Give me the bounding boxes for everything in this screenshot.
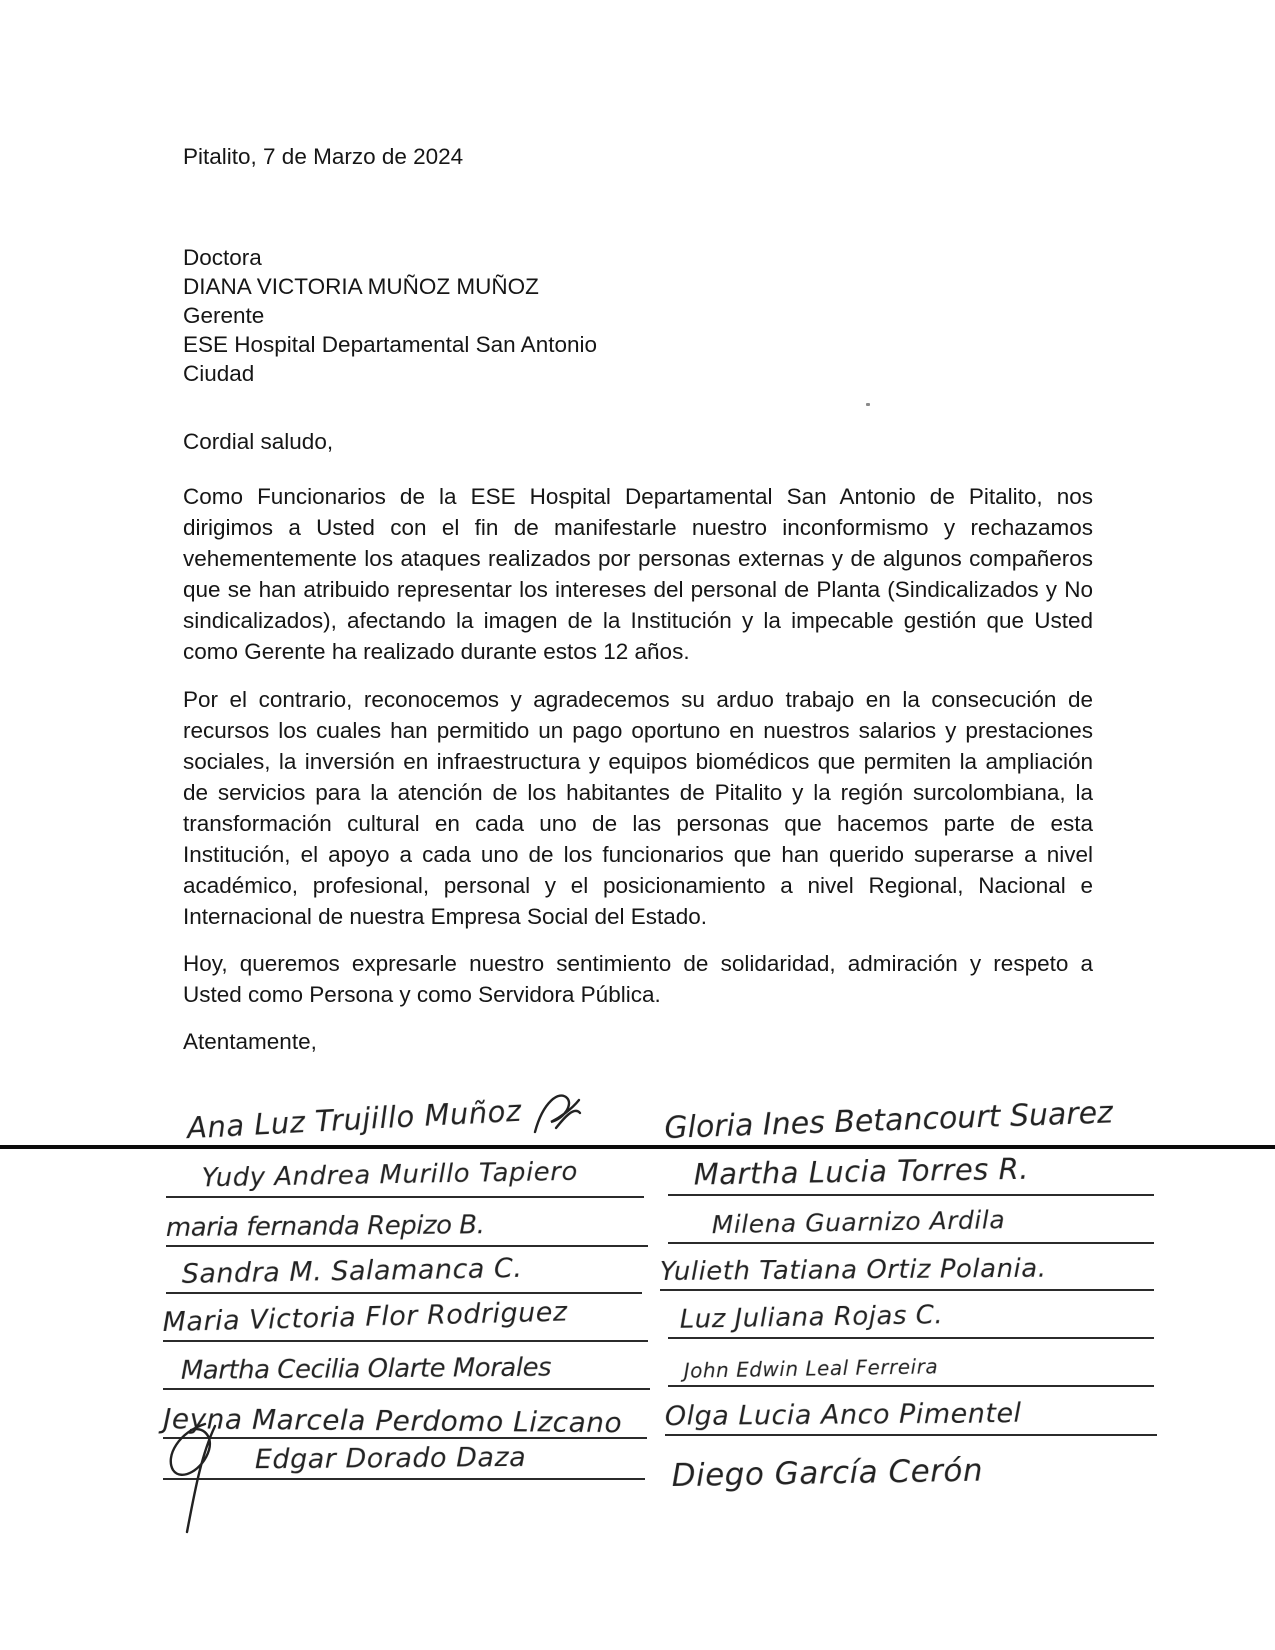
recipient-name: DIANA VICTORIA MUÑOZ MUÑOZ bbox=[183, 274, 539, 299]
body-paragraph-1: Como Funcionarios de la ESE Hospital Departamental San Antonio de Pitalito, nos dirigimos a Usted con el fin de manifestarle nuestro inconformismo y rechazamos vehementemente los ataques realizados por personas externas y de algunos compañeros que se han atribuido representar los intereses del personal de Planta (Sindicalizados y No sindicalizados), afectando la imagen de la Institución y la impecable gestión que Usted como Gerente ha realizado durante estos 12 años. bbox=[183, 484, 1093, 664]
signature-row bbox=[172, 1076, 646, 1148]
signature-row bbox=[166, 1247, 642, 1294]
recipient-organization: ESE Hospital Departamental San Antonio bbox=[183, 332, 597, 357]
signature-row bbox=[166, 1200, 648, 1247]
signature-row bbox=[163, 1432, 645, 1480]
scan-speck bbox=[866, 403, 870, 406]
signature-row bbox=[163, 1295, 648, 1342]
recipient-block bbox=[183, 243, 597, 388]
signature-row bbox=[660, 1245, 1154, 1291]
recipient-title: Doctora bbox=[183, 245, 262, 270]
signature-handwriting: Yudy Andrea Murillo Tapiero bbox=[201, 1156, 579, 1194]
signature-handwriting: Milena Guarnizo Ardila bbox=[711, 1205, 1006, 1240]
signature-handwriting: Edgar Dorado Daza bbox=[254, 1441, 527, 1476]
signature-handwriting: Yulieth Tatiana Ortiz Polania. bbox=[659, 1253, 1047, 1287]
signature-handwriting: Martha Lucia Torres R. bbox=[693, 1151, 1030, 1192]
signature-row bbox=[163, 1343, 650, 1390]
closing: Atentamente, bbox=[183, 1029, 317, 1054]
signature-handwriting: Martha Cecilia Olarte Morales bbox=[180, 1352, 552, 1386]
signature-row bbox=[668, 1150, 1154, 1196]
signature-row bbox=[166, 1150, 644, 1198]
signature-handwriting: Luz Juliana Rojas C. bbox=[679, 1300, 944, 1335]
signature-handwriting: Gloria Ines Betancourt Suarez bbox=[663, 1095, 1114, 1146]
signature-flourish-icon bbox=[159, 1416, 259, 1536]
body-paragraph-2: Por el contrario, reconocemos y agradecemos su arduo trabajo en la consecución de recursos los cuales han permitido un pago oportuno en nuestros salarios y prestaciones sociales, la inversión en infraestructura y equipos biomédicos que permiten la ampliación de servicios para la atención de los habitantes de Pitalito y la región surcolombiana, la transformación cultural en cada uno de las personas que hacemos parte de esta Institución, el apoyo a cada uno de los funcionarios que han querido superarse a nivel académico, profesional, personal y el posicionamiento a nivel Regional, Nacional e Internacional de nuestra Empresa Social del Estado. bbox=[183, 687, 1093, 929]
body-paragraph-3: Hoy, queremos expresarle nuestro sentimiento de solidaridad, admiración y respeto a Usted como Persona y como Servidora Pública. bbox=[183, 951, 1093, 1007]
signature-row bbox=[665, 1073, 1155, 1148]
signature-row bbox=[665, 1390, 1157, 1436]
greeting: Cordial saludo, bbox=[183, 429, 334, 454]
recipient-city: Ciudad bbox=[183, 361, 255, 386]
signature-handwriting: Sandra M. Salamanca C. bbox=[181, 1252, 523, 1290]
signature-flourish-icon bbox=[529, 1088, 583, 1140]
date-line: Pitalito, 7 de Marzo de 2024 bbox=[183, 144, 464, 169]
signature-handwriting: Olga Lucia Anco Pimentel bbox=[664, 1397, 1022, 1432]
signature-handwriting: Maria Victoria Flor Rodriguez bbox=[162, 1296, 568, 1338]
signature-row bbox=[668, 1293, 1154, 1339]
signature-handwriting: maria fernanda Repizo B. bbox=[165, 1210, 485, 1243]
signature-row bbox=[668, 1198, 1154, 1244]
signature-handwriting: Diego García Cerón bbox=[671, 1452, 984, 1494]
signature-handwriting: John Edwin Leal Ferreira bbox=[683, 1354, 939, 1383]
signature-handwriting: Ana Luz Trujillo Muñoz bbox=[186, 1093, 523, 1146]
signature-row bbox=[672, 1436, 1158, 1496]
recipient-role: Gerente bbox=[183, 303, 265, 328]
signature-handwriting: Jeyna Marcela Perdomo Lizcano bbox=[163, 1402, 623, 1440]
signature-row bbox=[668, 1341, 1154, 1387]
